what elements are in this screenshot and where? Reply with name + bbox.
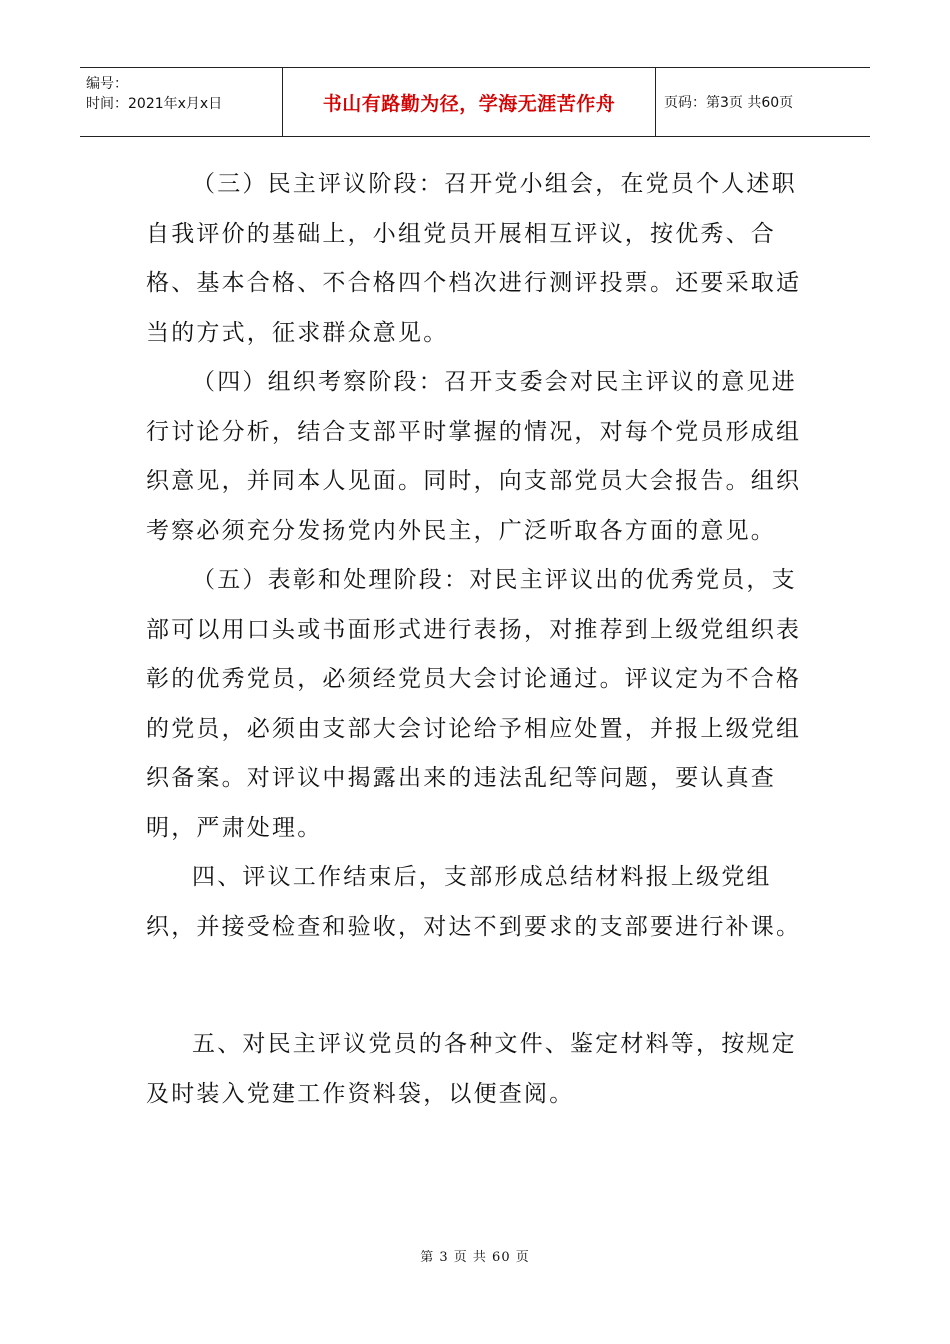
time-label: 时间：2021年x月x日 — [86, 96, 223, 112]
page-header — [80, 67, 870, 137]
paragraph-stage-five: （五）表彰和处理阶段：对民主评议出的优秀党员，支部可以用口头或书面形式进行表扬，对推荐到上级党组织表彰的优秀党员，必须经党员大会讨论通过。评议定为不合格的党员，必须由支部大会讨论给予相应处置，并报上级党组织备案。对评议中揭露出来的违法乱纪等问题，要认真查明，严肃处理。 — [146, 567, 802, 841]
document-body — [146, 160, 806, 1119]
header-page-info: 页码：第3页 共60页 — [664, 95, 794, 111]
serial-label: 编号： — [86, 76, 128, 92]
header-meta — [86, 74, 222, 114]
paragraph-item-four: 四、评议工作结束后，支部形成总结材料报上级党组织，并接受检查和验收，对达不到要求的支部要进行补课。 — [146, 864, 802, 940]
header-motto: 书山有路勤为径，学海无涯苦作舟 — [322, 92, 616, 115]
paragraph-item-five: 五、对民主评议党员的各种文件、鉴定材料等，按规定及时装入党建工作资料袋，以便查阅。 — [146, 1031, 797, 1107]
page-footer: 第 3 页 共 60 页 — [420, 1250, 530, 1265]
paragraph-stage-three: （三）民主评议阶段：召开党小组会，在党员个人述职自我评价的基础上，小组党员开展相互评议，按优秀、合格、基本合格、不合格四个档次进行测评投票。还要采取适当的方式，征求群众意见。 — [146, 171, 802, 346]
header-divider-right — [655, 68, 656, 136]
paragraph-stage-four: （四）组织考察阶段：召开支委会对民主评议的意见进行讨论分析，结合支部平时掌握的情况，对每个党员形成组织意见，并同本人见面。同时，向支部党员大会报告。组织考察必须充分发扬党内外民主，广泛听取各方面的意见。 — [146, 369, 802, 544]
